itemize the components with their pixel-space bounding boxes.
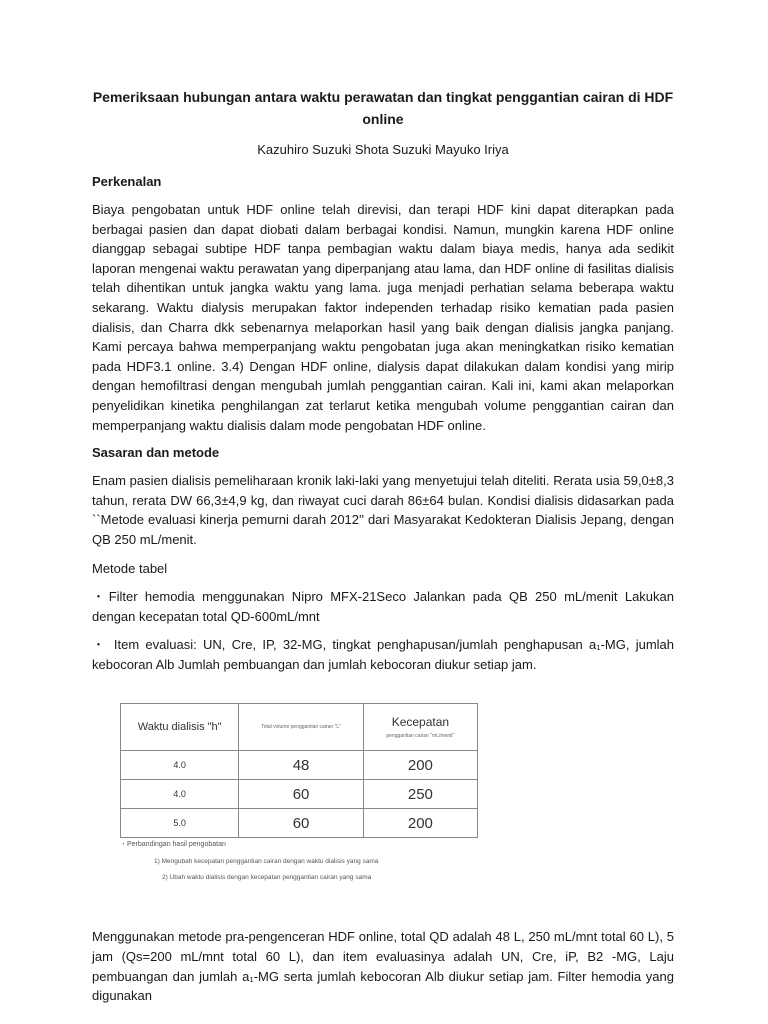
table-row — [121, 751, 478, 780]
method-table — [120, 703, 478, 838]
intro-heading: Perkenalan — [92, 174, 162, 189]
document-authors: Kazuhiro Suzuki Shota Suzuki Mayuko Iriya — [257, 142, 509, 157]
document-content — [92, 86, 674, 1006]
cell-time: 5.0 — [121, 809, 239, 838]
figure-notes — [120, 839, 378, 881]
cell-time: 4.0 — [121, 751, 239, 780]
notes-heading: ・Perbandingan hasil pengobatan — [120, 841, 226, 849]
table-label: Metode tabel — [92, 560, 168, 576]
methods-paragraph: Enam pasien dialisis pemeliharaan kronik laki-laki yang menyetujui telah diteliti. Rerata usia 59,0±8,3 tahun, rerata DW 66,3±4,9 kg, dan riwayat cuci darah 86±64 bulan. Kondisi dialisis didasarkan pada ``Metode evaluasi kinerja pemurni darah 2012'' dari Masyarakat Kedokteran Dialisis Jepang, dengan QB 250 mL/menit. — [92, 473, 674, 547]
document-title: Pemeriksaan hubungan antara waktu perawatan dan tingkat penggantian cairan di HDF online — [92, 89, 674, 127]
cell-volume: 60 — [239, 809, 363, 838]
cell-volume: 60 — [239, 780, 363, 809]
table-row — [121, 780, 478, 809]
header-total-volume: Total volume penggantian cairan "L" — [239, 704, 363, 751]
cell-volume: 48 — [239, 751, 363, 780]
header-dialysis-time: Waktu dialisis "h" — [121, 704, 239, 751]
intro-paragraph: Biaya pengobatan untuk HDF online telah direvisi, dan terapi HDF kini dapat diterapkan pada berbagai pasien dan dapat diobati dalam berbagai kondisi. Namun, mungkin karena HDF online dianggap sebagai subtipe HDF tanpa pembagian waktu dalam biaya medis, hanya ada sedikit laporan mengenai waktu perawatan yang diperpanjang atau lama, dan HDF online di fasilitas dialisis telah dihentikan untuk jangka waktu yang lama. juga menjadi perhatian selama beberapa waktu sekarang. Waktu dialysis merupakan faktor independen terhadap risiko kematian pada pasien dialisis, dan Charra dkk sebenarnya melaporkan hasil yang baik dengan dialisis jangka panjang. Kami percaya bahwa memperpanjang waktu pengobatan juga akan meningkatkan risiko kematian pada HDF3.1 online. 3.4) Dengan HDF online, dialysis dapat dilakukan dalam kondisi yang mirip dengan hemofiltrasi dengan mengubah jumlah penggantian cairan. Kali ini, kami akan melaporkan penyelidikan kinetika penghilangan zat terlarut ketika mengubah volume penggantian cairan dan memperpanjang waktu dialisis dalam mode pengobatan HDF online. — [92, 202, 674, 433]
cell-time: 4.0 — [121, 780, 239, 809]
cell-speed: 200 — [363, 751, 477, 780]
note-item-1: 1) Mengubah kecepatan penggantian cairan dengan waktu dialisis yang sama — [154, 858, 379, 866]
table-row — [121, 809, 478, 838]
header-speed — [363, 704, 477, 751]
header-speed-label: Kecepatan — [391, 715, 450, 730]
table-header-row — [121, 704, 478, 751]
cell-speed: 250 — [363, 780, 477, 809]
final-paragraph: Menggunakan metode pra-pengenceran HDF online, total QD adalah 48 L, 250 mL/mnt total 60 L), 5 jam (Qs=200 mL/mnt total 60 L), dan item evaluasinya adalah UN, Cre, iP, B2 -MG, Laju pembuangan dan jumlah a₁-MG serta jumlah kebocoran Alb diukur setiap jam. Filter hemodia yang digunakan — [92, 929, 674, 1004]
methods-heading: Sasaran dan metode — [92, 445, 220, 461]
bullet-evaluation: ・ Item evaluasi: UN, Cre, IP, 32-MG, tingkat penghapusan/jumlah penghapusan a₁-MG, jumlah kebocoran Alb Jumlah pembuangan dan jumlah kebocoran diukur setiap jam. — [92, 637, 674, 672]
note-item-2: 2) Ubah waktu dialisis dengan kecepatan penggantian cairan yang sama — [162, 874, 372, 882]
cell-speed: 200 — [363, 809, 477, 838]
bullet-filter: ・Filter hemodia menggunakan Nipro MFX-21Seco Jalankan pada QB 250 mL/menit Lakukan dengan kecepatan total QD-600mL/mnt — [92, 589, 674, 624]
header-speed-unit: penggantian cairan "mL/menit" — [386, 733, 455, 740]
method-figure — [92, 703, 482, 911]
